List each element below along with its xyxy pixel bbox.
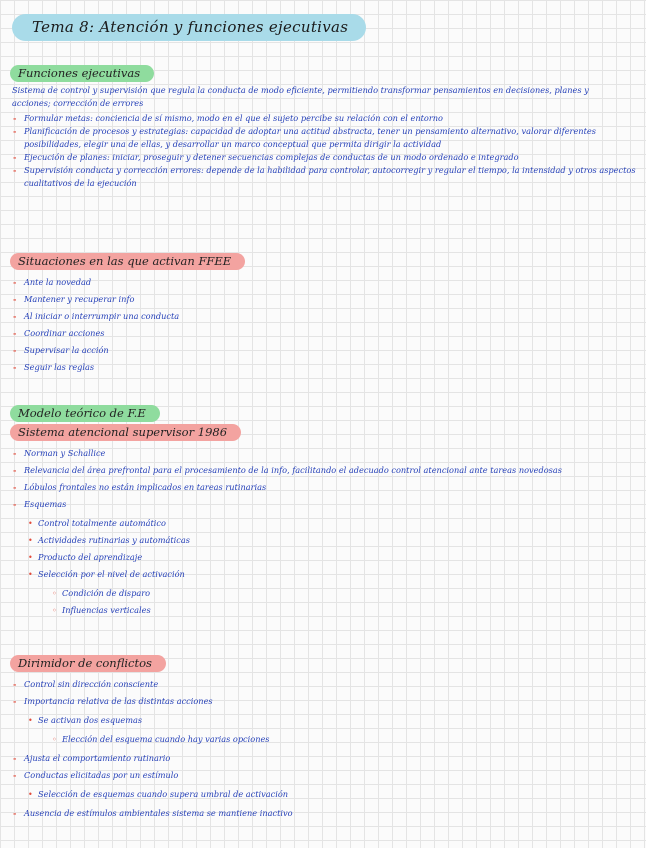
list-item: ◦ Condición de disparo <box>0 585 622 602</box>
list-item: - Seguir las reglas <box>0 359 636 376</box>
list-item: - Control sin dirección consciente <box>0 676 636 693</box>
list-item: • Producto del aprendizaje <box>0 549 628 566</box>
section-funciones-ejecutivas <box>0 62 646 190</box>
list-item: - Coordinar acciones <box>0 325 636 342</box>
esquemas-list <box>0 515 646 583</box>
situaciones-list <box>0 274 646 376</box>
list-item: - Al iniciar o interrumpir una conducta <box>0 308 636 325</box>
eleccion-list <box>0 731 646 748</box>
funciones-list <box>0 112 646 190</box>
page-title: Tema 8: Atención y funciones ejecutivas <box>12 14 366 41</box>
list-item: - Lóbulos frontales no están implicados en tareas rutinarias <box>0 479 636 496</box>
section-dirimidor <box>0 652 646 822</box>
list-item: • Selección de esquemas cuando supera umbral de activación <box>0 786 628 803</box>
funciones-description: Sistema de control y supervisión que regula la conducta de modo eficiente, permitiendo transformar pensamientos en decisiones, planes y acciones; corrección de errores <box>12 85 589 108</box>
list-item: • Control totalmente automático <box>0 515 628 532</box>
importancia-list <box>0 712 646 729</box>
dirimidor-list-3 <box>0 805 646 822</box>
dirimidor-list <box>0 676 646 710</box>
list-item: ◦ Influencias verticales <box>0 602 622 619</box>
heading-situaciones: Situaciones en las que activan FFEE <box>10 253 245 270</box>
dirimidor-list-2 <box>0 750 646 784</box>
list-item: - Ajusta el comportamiento rutinario <box>0 750 636 767</box>
list-item: - Formular metas: conciencia de sí mismo, modo en el que el sujeto percibe su relación con el entorno <box>0 112 636 125</box>
list-item: - Ausencia de estímulos ambientales sistema se mantiene inactivo <box>0 805 636 822</box>
list-item: • Se activan dos esquemas <box>0 712 628 729</box>
conductas-list <box>0 786 646 803</box>
heading-sistema-atencional: Sistema atencional supervisor 1986 <box>10 424 241 441</box>
seleccion-list <box>0 585 646 619</box>
list-item: - Conductas elicitadas por un estímulo <box>0 767 636 784</box>
list-item: - Norman y Schallice <box>0 445 636 462</box>
list-item: • Selección por el nivel de activación <box>0 566 628 583</box>
modelo-list <box>0 445 646 513</box>
list-item: - Mantener y recuperar info <box>0 291 636 308</box>
section-modelo-teorico <box>0 402 646 619</box>
section-situaciones <box>0 250 646 376</box>
heading-dirimidor: Dirimidor de conflictos <box>10 655 166 672</box>
list-item: - Planificación de procesos y estrategias: capacidad de adoptar una actitud abstracta, tener un pensamiento alternativo, valorar diferentes posibilidades, elegir una de ellas, y desarrollar un marco conceptual que permita dirigir la actividad <box>0 125 636 151</box>
heading-funciones-ejecutivas: Funciones ejecutivas <box>10 65 154 82</box>
list-item: - Importancia relativa de las distintas acciones <box>0 693 636 710</box>
list-item: • Actividades rutinarias y automáticas <box>0 532 628 549</box>
list-item: - Esquemas <box>0 496 636 513</box>
list-item: - Ante la novedad <box>0 274 636 291</box>
list-item: - Supervisión conducta y corrección errores: depende de la habilidad para controlar, autocorregir y regular el tiempo, la intensidad y otros aspectos cualitativos de la ejecución <box>0 164 636 190</box>
list-item: ◦ Elección del esquema cuando hay varias opciones <box>0 731 622 748</box>
heading-modelo-teorico: Modelo teórico de F.E <box>10 405 160 422</box>
list-item: - Relevancia del área prefrontal para el procesamiento de la info, facilitando el adecuado control atencional ante tareas novedosas <box>0 462 636 479</box>
list-item: - Supervisar la acción <box>0 342 636 359</box>
list-item: - Ejecución de planes: iniciar, proseguir y detener secuencias complejas de conductas de un modo ordenado e integrado <box>0 151 636 164</box>
